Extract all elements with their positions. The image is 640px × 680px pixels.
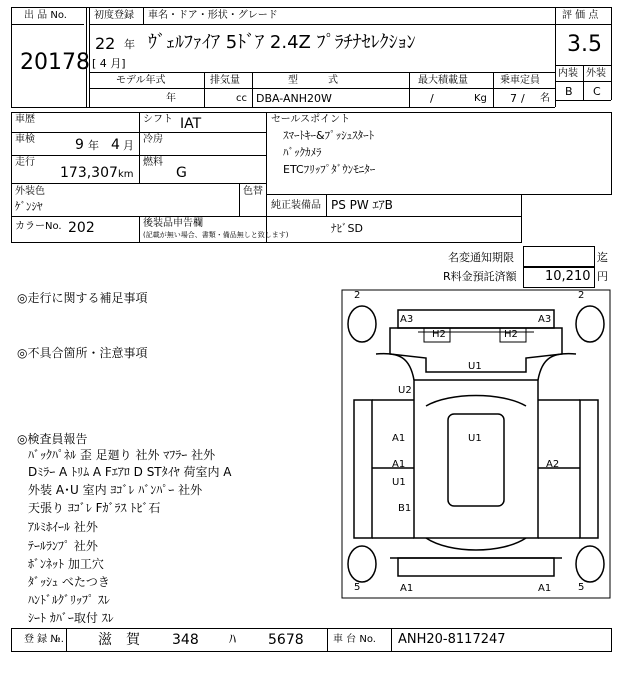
damage-mark: U2 <box>398 385 412 396</box>
report-line: ﾊﾝﾄﾞﾙｸﾞﾘｯﾌﾟ ｽﾚ <box>28 593 110 607</box>
vehicle-name-label: 車名・ドア・形状・グレード <box>148 10 278 21</box>
displacement-unit: cc <box>236 93 247 104</box>
fuel-label: 燃料 <box>143 157 163 168</box>
registration-year: 22 <box>95 34 116 53</box>
damage-mark: U1 <box>468 433 482 444</box>
damage-mark: A2 <box>546 459 560 470</box>
sales-points-label: セールスポイント <box>271 114 351 125</box>
recycle-fee-value: 10,210 <box>545 269 591 284</box>
capacity-label: 乗車定員 <box>500 75 540 86</box>
report-line: ｼｰﾄ ｶﾊﾞｰ取付 ｽﾚ <box>28 611 114 625</box>
damage-mark: A1 <box>392 433 406 444</box>
report-line: ﾃｰﾙﾗﾝﾌﾟ 社外 <box>28 539 98 553</box>
color-value: ｹﾞﾝｼﾔ <box>15 200 43 213</box>
color-change-label: 色替 <box>243 186 263 197</box>
damage-mark: U1 <box>468 361 482 372</box>
registration-no-label: 登 録 №. <box>24 634 64 645</box>
registration-kana: ﾊ <box>229 632 236 648</box>
model-year-label: モデル年式 <box>116 75 166 86</box>
report-line: 天張り ﾖｺﾞﾚ Fｶﾞﾗｽ ﾄﾋﾞ石 <box>28 501 161 515</box>
max-load-label: 最大積載量 <box>418 75 468 86</box>
registration-class: 348 <box>172 632 199 648</box>
report-line: Dﾐﾗｰ A ﾄﾘﾑ A Fｴｱﾛ D STﾀｲﾔ 荷室内 A <box>28 465 232 479</box>
report-line: ﾎﾞﾝﾈｯﾄ 加工穴 <box>28 557 104 571</box>
damage-mark: U1 <box>392 477 406 488</box>
sales-point-1: ｽﾏｰﾄｷｰ&ﾌﾟｯｼｭｽﾀｰﾄ <box>283 129 375 142</box>
registration-month: [ 4 月] <box>92 57 126 70</box>
genuine-equipment-label: 純正装備品 <box>271 200 321 211</box>
report-line: ｱﾙﾐﾎｲｰﾙ 社外 <box>28 520 98 534</box>
mileage-label: 走行 <box>15 157 35 168</box>
exterior-grade: C <box>593 85 601 98</box>
first-registration-label: 初度登録 <box>94 10 134 21</box>
capacity-slash: / <box>521 92 525 105</box>
inspection-year: 9 <box>75 137 84 153</box>
damage-mark: B1 <box>398 503 412 514</box>
car-outline <box>340 288 612 600</box>
inspector-report-title: ◎検査員報告 <box>17 432 88 446</box>
fuel-value: G <box>176 165 187 181</box>
score-label: 評 価 点 <box>562 10 599 21</box>
overall-score: 3.5 <box>567 32 602 57</box>
interior-label: 内装 <box>558 68 578 79</box>
exterior-label: 外装 <box>586 68 606 79</box>
damage-mark: A3 <box>400 314 414 325</box>
max-load-slash: / <box>430 92 434 105</box>
color-no-label: カラーNo. <box>15 221 62 232</box>
registration-year-unit: 年 <box>124 38 135 51</box>
damage-mark: A3 <box>538 314 552 325</box>
chassis-no-label: 車 台 No. <box>333 634 376 645</box>
corner-tl: 2 <box>354 290 361 301</box>
corner-br: 5 <box>578 582 585 593</box>
type-label: 型 式 <box>288 75 338 86</box>
damage-mark: A1 <box>400 583 414 594</box>
damage-mark: H2 <box>504 329 518 340</box>
driving-notes-title: ◎走行に関する補足事項 <box>17 291 148 305</box>
registration-number: 5678 <box>268 632 304 648</box>
inspection-label: 車検 <box>15 134 35 145</box>
mileage-unit: km <box>118 169 134 180</box>
report-line: 外装 A･U 室内 ﾖｺﾞﾚ ﾊﾞﾝﾊﾟｰ 社外 <box>28 483 203 497</box>
capacity-value: 7 <box>510 92 517 105</box>
max-load-unit: Kg <box>474 93 487 104</box>
sales-point-3: ETCﾌﾘｯﾌﾟﾀﾞｳﾝﾓﾆﾀｰ <box>283 163 376 176</box>
retrofit-note: (記載が無い場合、書類・備品無しと致します) <box>143 231 289 239</box>
retrofit-label: 後装品申告欄 <box>143 218 203 229</box>
mileage-value: 173,307 <box>60 165 118 181</box>
capacity-unit: 名 <box>540 93 550 104</box>
name-change-deadline-label: 名変通知期限 <box>448 251 514 264</box>
shift-label: シフト <box>143 114 173 125</box>
genuine-equipment: PS PW ｴｱB <box>331 198 393 212</box>
defects-notes-title: ◎不具合箇所・注意事項 <box>17 346 148 360</box>
inspection-year-unit: 年 <box>88 139 99 152</box>
lot-no: 20178 <box>20 50 90 75</box>
lot-no-label: 出 品 No. <box>24 10 67 21</box>
model-year-unit: 年 <box>166 93 176 104</box>
inspection-month-unit: 月 <box>123 139 134 152</box>
damage-diagram <box>340 288 612 600</box>
inspection-month: 4 <box>111 137 120 153</box>
name-change-deadline-unit: 迄 <box>597 251 608 264</box>
registration-region: 滋 賀 <box>98 632 140 648</box>
sales-point-2: ﾊﾞｯｸｶﾒﾗ <box>283 146 322 159</box>
vehicle-name: ｳﾞｪﾙﾌｧｲｱ 5ﾄﾞｱ 2.4Z ﾌﾟﾗﾁﾅｾﾚｸｼｮﾝ <box>148 32 416 53</box>
recycle-fee-unit: 円 <box>597 270 608 283</box>
history-label: 車歴 <box>15 114 35 125</box>
color-no-value: 202 <box>68 220 95 236</box>
damage-mark: A1 <box>392 459 406 470</box>
damage-mark: A1 <box>538 583 552 594</box>
report-line: ﾀﾞｯｼｭ べたつき <box>28 575 110 589</box>
navigation-equipment: ﾅﾋﾞSD <box>331 222 363 235</box>
report-line: ﾊﾞｯｸﾊﾟﾈﾙ 歪 足廻り 社外 ﾏﾌﾗｰ 社外 <box>28 448 216 462</box>
shift-value: IAT <box>180 116 202 132</box>
displacement-label: 排気量 <box>210 75 240 86</box>
model-code: DBA-ANH20W <box>256 92 332 105</box>
interior-grade: B <box>565 85 573 98</box>
corner-tr: 2 <box>578 290 585 301</box>
recycle-fee-label: R料金預託済額 <box>443 270 517 283</box>
damage-mark: H2 <box>432 329 446 340</box>
color-label: 外装色 <box>15 186 45 197</box>
ac-label: 冷房 <box>143 134 163 145</box>
corner-bl: 5 <box>354 582 361 593</box>
chassis-no: ANH20-8117247 <box>398 632 506 647</box>
